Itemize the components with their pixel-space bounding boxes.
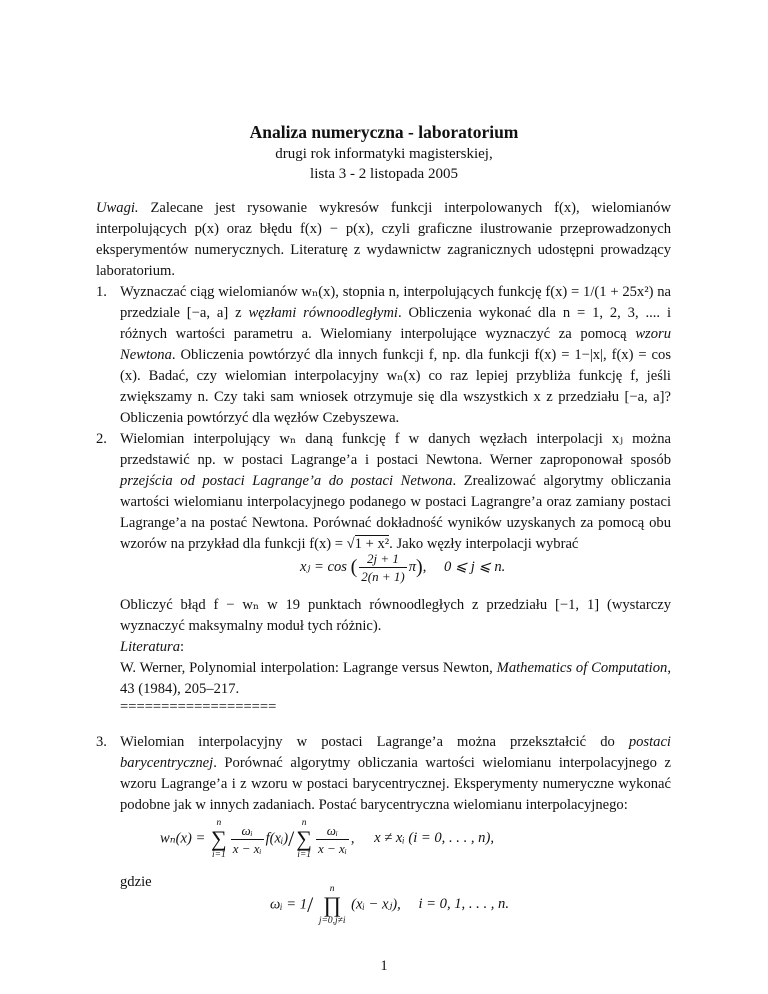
task-1-text-c: . Obliczenia powtórzyć dla innych funkcji f, np. dla funkcji f(x) = 1−|x|, f(x) = cos (x). Badać, czy wielomian interpolacyjny wₙ(x) co raz lepiej przybliża funkcję f, jeśli zwiększamy n. Czy taki sam wniosek otrzymuje się dla wszystkich x z przedziału [−a, a]? Obliczenia powtórzyć dla węzłów Czebyszewa. [120,347,671,426]
eq-chebyshev-denominator: 2(n + 1) [361,569,405,584]
paren-open: ( [350,556,358,578]
eq-chebyshev-lhs: xⱼ = cos [300,558,347,575]
task-3-body [120,732,671,816]
eq-omega-body: (xᵢ − xⱼ), [351,896,401,913]
document-subtitle-course: drugi rok informatyki magisterskiej, [275,146,493,162]
task-2 [96,429,671,555]
document-title: Analiza numeryczna - laboratorium [249,122,519,142]
task-2-body [120,429,671,555]
document-subtitle-date: lista 3 - 2 listopada 2005 [310,166,458,182]
sum-operator-2 [296,818,312,860]
eq-chebyshev-condition: 0 ⩽ j ⩽ n. [443,558,506,575]
task-2-text-b: . Zrealizować algorytmy obliczania wartości wielomianu interpolacyjnego podanego w postaci Lagrangre’a oraz zamiany postaci Lagrange’a na postać Newtona. Porównać dokładność wyników uzyskanych za pomocą obu wzorów na przykład dla funkcji f(x) = [120,473,671,552]
barycentric-equation: wₙ(x) = n ∑ i=1 $\frac{\text{ωᵢ}}{\text{x − xᵢ}}$ f(xᵢ)/ n ∑ i=1 $\frac{\text{ωᵢ}}{\text{x − xᵢ}}$ , x ≠ xᵢ (i = 0, . . . , n), [160,818,494,860]
task-3-text-b: . Porównać algorytmy obliczania wartości wielomianu interpolacyjnego z wzoru Lagrange’a i z wzoru w postaci barycentrycznej. Eksperymenty numeryczne wykonać podobne jak w innych zadaniach. Postać barycentryczna wielomianu interpolacyjnego: [120,755,671,813]
task-1-em-a: węzłami równoodległymi [248,305,398,321]
intro-paragraph [96,198,671,282]
eq-bary-denominator-1: x − xᵢ [232,840,262,856]
eq-omega-lhs: ωᵢ = 1 [270,896,308,913]
chebyshev-nodes-equation: xⱼ = cos ( $\frac{2j + 1}{2(n + 1)}$ π), 0 ⩽ j ⩽ n. [300,551,506,584]
task-1 [96,282,671,429]
task-2-text-c: . Jako węzły interpolacji wybrać [389,536,579,552]
sum-sign: ∑ [211,826,227,851]
task-2-separator: =================== [120,699,277,715]
task-1-body [120,282,671,429]
product-lower-limit: j=0,j≠i [318,916,346,926]
eq-bary-lhs: wₙ(x) = [160,830,206,847]
task-2-literature-colon: : [180,639,185,655]
task-1-number: 1. [96,284,107,300]
page-number: 1 [380,958,388,974]
task-3-number: 3. [96,734,107,750]
eq-chebyshev-numerator: 2j + 1 [359,550,406,568]
omega-equation [270,884,509,926]
task-2-literature-text-b: , 43 (1984), 205–217. [120,660,671,697]
division-slash-2: / [307,892,314,917]
sum2-lower-limit: i=1 [297,850,311,860]
task-3-text-a: Wielomian interpolacyjny w postaci Lagrange’a można przekształcić do [120,734,629,750]
intro-label: Uwagi. [96,200,139,216]
sum2-upper-limit: n [301,818,307,828]
task-1-em-b: wzoru Newtona [120,326,671,363]
task-2-error-paragraph [120,595,671,700]
eq-omega-condition: i = 0, 1, . . . , n. [418,896,509,913]
task-2-em-a: przejścia od postaci Lagrange’a do postaci Netwona [120,473,453,489]
division-slash: / [288,826,295,851]
eq-bary-fx: f(xᵢ) [265,830,289,847]
eq-bary-numerator-1: ωᵢ [231,822,264,840]
product-upper-limit: n [329,884,335,894]
task-2-literature-label: Literatura [120,639,181,655]
task-1-text-b: . Obliczenia wykonać dla n = 1, 2, 3, .... i różnych wartości parametru a. Wielomiany interpolujące wyznaczyć za pomocą [120,305,671,342]
sum-upper-limit: n [216,818,222,828]
product-sign: ∏ [323,892,342,917]
eq-bary-denominator-2: x − xᵢ [317,840,347,856]
task-3-em-a: postaci barycentrycznej [120,734,671,771]
task-2-sqrt-arg: 1 + x² [354,536,390,552]
eq-chebyshev-pi: π [408,558,417,575]
eq-chebyshev-fraction [359,550,406,585]
sqrt-sign: √ [346,536,355,552]
task-3 [96,732,671,816]
sum-lower-limit: i=1 [211,850,226,860]
eq-bary-fraction-2 [316,822,349,857]
eq-bary-numerator-2: ωᵢ [316,822,349,840]
task-2-literature-text-a: W. Werner, Polynomial interpolation: Lagrange versus Newton, [120,660,497,676]
task-2-number: 2. [96,431,107,447]
eq-bary-condition: x ≠ xᵢ (i = 0, . . . , n), [374,830,494,847]
task-2-literature-journal: Mathematics of Computation [496,660,668,676]
product-operator [319,884,346,926]
task-2-after-text: Obliczyć błąd f − wₙ w 19 punktach równoodległych z przedziału [−1, 1] (wystarczy wyznaczyć maksymalny moduł tych różnic). [120,597,671,634]
sum2-sign: ∑ [296,826,312,851]
intro-text: Zalecane jest rysowanie wykresów funkcji interpolowanych f(x), wielomianów interpolujących p(x) oraz błędu f(x) − p(x), czyli graficzne ilustrowanie przeprowadzonych eksperymentów numerycznych. Literaturę z wydawnictw zagranicznych udostępni prowadzący laboratorium. [96,200,671,279]
eq-bary-fraction-1 [231,822,264,857]
sum-operator [211,818,227,860]
task-1-text-a: Wyznaczać ciąg wielomianów wₙ(x), stopnia n, interpolujących funkcję f(x) = 1/(1 + 25x²) na przedziale [−a, a] z [120,284,671,321]
gdzie-label: gdzie [120,874,152,890]
task-2-text-a: Wielomian interpolujący wₙ daną funkcję f w danych węzłach interpolacji xⱼ można przedstawić np. w postaci Lagrange’a i postaci Newtona. Werner zaproponował sposób [120,431,671,468]
paren-close: ) [416,556,423,578]
